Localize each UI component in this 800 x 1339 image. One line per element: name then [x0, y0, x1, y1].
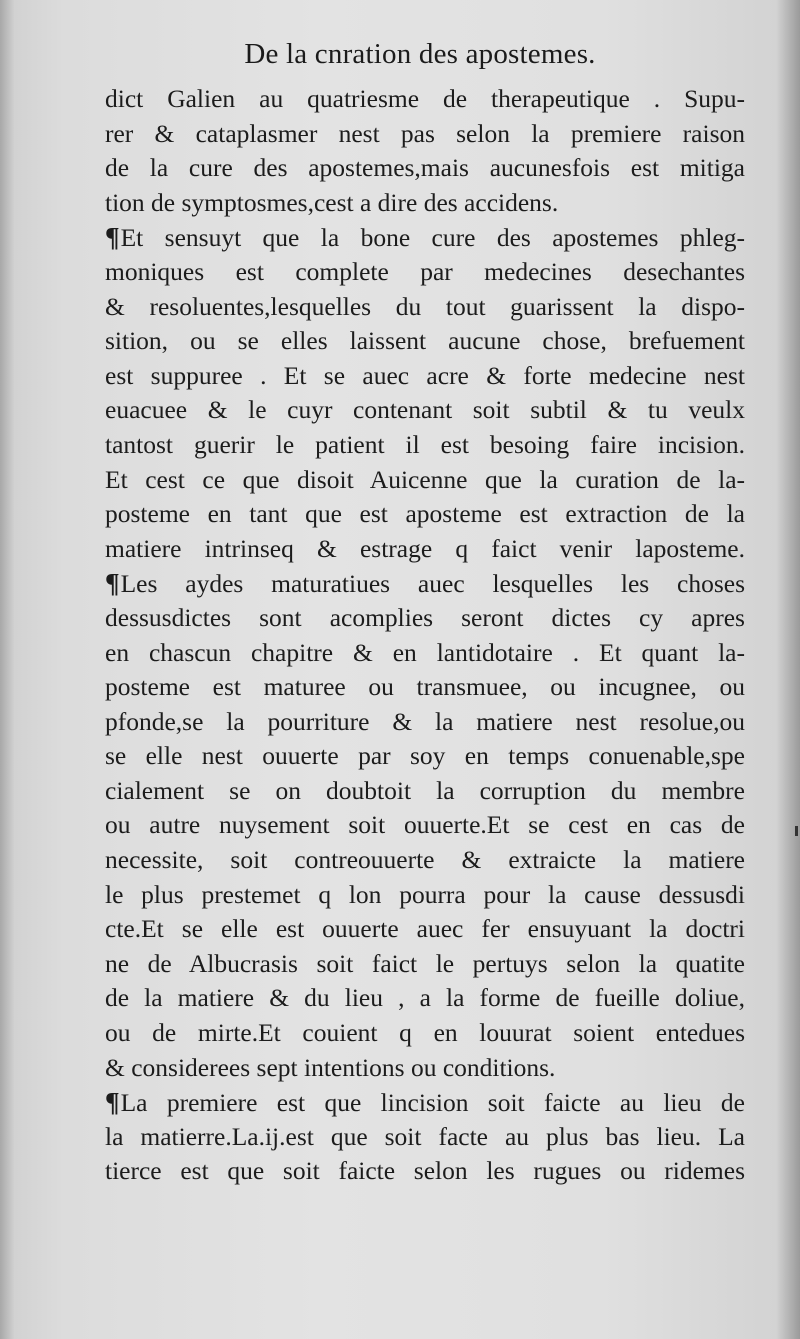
running-head: De la cnration des apostemes. — [244, 38, 596, 70]
text-line — [105, 981, 745, 1016]
text-line-content: tantost guerir le patient il est besoing faire incision. — [105, 429, 745, 459]
text-line — [105, 566, 745, 601]
text-line — [105, 1154, 745, 1189]
text-line — [105, 532, 745, 567]
text-line — [105, 1085, 745, 1120]
text-line — [105, 670, 745, 705]
text-line-content: ou de mirte.Et couient q en louurat soient entedues — [105, 1018, 745, 1048]
text-line-content: sition, ou se elles laissent aucune chose, brefuement — [105, 326, 745, 356]
paragraph-mark: ¶ — [105, 1087, 120, 1118]
text-line-content: euacuee & le cuyr contenant soit subtil & tu veulx — [105, 395, 745, 425]
text-line-content: cialement se on doubtoit la corruption du membre — [105, 775, 745, 805]
text-line-content: est suppuree . Et se auec acre & forte medecine nest — [105, 360, 745, 390]
text-line — [105, 82, 745, 117]
text-line-content: Les aydes maturatiues auec lesquelles les choses — [120, 569, 745, 599]
text-line-content: dessusdictes sont acomplies seront dictes cy apres — [105, 602, 745, 632]
text-line-content: posteme est maturee ou transmuee, ou incugnee, ou — [105, 672, 745, 702]
text-line-content: tierce est que soit faicte selon les rugues ou ridemes — [105, 1156, 745, 1186]
text-line-content: posteme en tant que est aposteme est extraction de la — [105, 499, 745, 529]
text-line — [105, 463, 745, 498]
text-line — [105, 255, 745, 290]
text-line — [105, 151, 745, 186]
text-line-content: rer & cataplasmer nest pas selon la premiere raison — [105, 118, 745, 148]
text-line-content: ne de Albucrasis soit faict le pertuys selon la quatite — [105, 948, 745, 978]
page-edge-mark — [795, 826, 798, 836]
text-line — [105, 947, 745, 982]
text-line-content: & considerees sept intentions ou conditions. — [105, 1052, 556, 1082]
text-line — [105, 705, 745, 740]
text-line-content: & resoluentes,lesquelles du tout guarissent la dispo- — [105, 291, 745, 321]
text-line — [105, 186, 745, 221]
text-line-content: moniques est complete par medecines desechantes — [105, 256, 745, 286]
text-line-content: le plus prestemet q lon pourra pour la cause dessusdi — [105, 879, 745, 909]
text-line-content: en chascun chapitre & en lantidotaire . Et quant la- — [105, 637, 745, 667]
text-line-content: cte.Et se elle est ouuerte auec fer ensuyuant la doctri — [105, 914, 745, 944]
text-line — [105, 393, 745, 428]
text-line-content: necessite, soit contreouuerte & extraicte la matiere — [105, 845, 745, 875]
text-line — [105, 290, 745, 325]
text-line — [105, 739, 745, 774]
text-line — [105, 878, 745, 913]
text-line — [105, 497, 745, 532]
text-line-content: se elle nest ouuerte par soy en temps conuenable,spe — [105, 741, 745, 771]
text-line — [105, 912, 745, 947]
body-text — [105, 82, 745, 1189]
text-line-content: de la matiere & du lieu , a la forme de fueille doliue, — [105, 983, 745, 1013]
text-line — [105, 117, 745, 152]
text-line — [105, 1120, 745, 1155]
text-line — [105, 843, 745, 878]
text-line — [105, 808, 745, 843]
text-line — [105, 1051, 745, 1086]
text-line — [105, 220, 745, 255]
text-line — [105, 774, 745, 809]
text-line-content: dict Galien au quatriesme de therapeutique . Supu- — [105, 84, 745, 113]
text-line — [105, 428, 745, 463]
text-line-content: la matierre.La.ij.est que soit facte au plus bas lieu. La — [105, 1121, 745, 1151]
text-line — [105, 359, 745, 394]
text-line-content: de la cure des apostemes,mais aucunesfois est mitiga — [105, 153, 745, 183]
text-line-content: Et sensuyt que la bone cure des apostemes phleg- — [120, 223, 745, 253]
text-line-content: ou autre nuysement soit ouuerte.Et se cest en cas de — [105, 810, 745, 840]
text-line — [105, 324, 745, 359]
paragraph-mark: ¶ — [105, 222, 120, 253]
text-line-content: pfonde,se la pourriture & la matiere nest resolue,ou — [105, 706, 745, 736]
text-line — [105, 636, 745, 671]
text-line-content: La premiere est que lincision soit faicte au lieu de — [120, 1088, 745, 1118]
page-binding-edge — [0, 0, 14, 1339]
text-line-content: Et cest ce que disoit Auicenne que la curation de la- — [105, 464, 745, 494]
text-line-content: matiere intrinseq & estrage q faict venir laposteme. — [105, 533, 745, 563]
text-line — [105, 1016, 745, 1051]
text-line-content: tion de symptosmes,cest a dire des accidens. — [105, 187, 559, 217]
paragraph-mark: ¶ — [105, 568, 120, 599]
text-line — [105, 601, 745, 636]
